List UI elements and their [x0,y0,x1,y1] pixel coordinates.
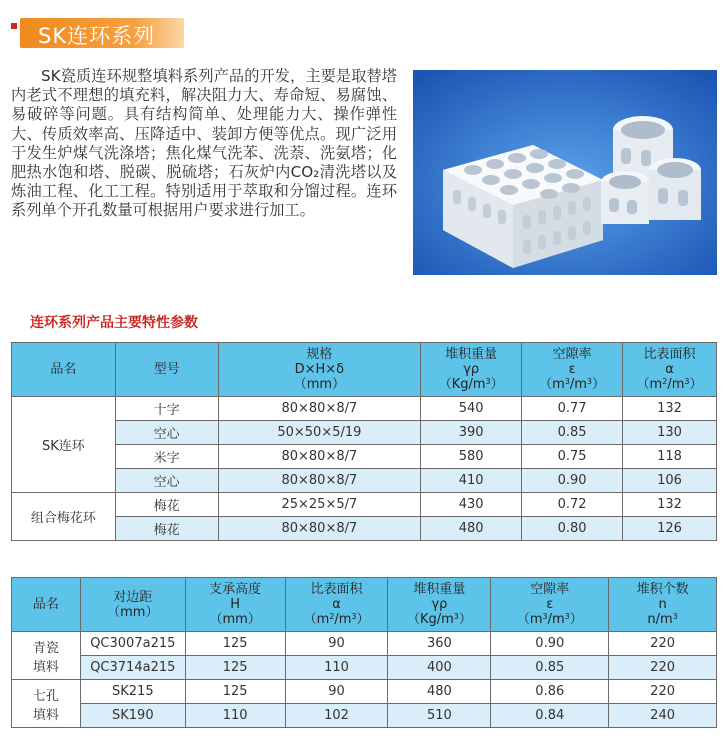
product-group-name: 组合梅花环 [12,493,116,541]
table-row [12,445,717,469]
table-cell: 220 [609,656,717,680]
product-group-name: SK连环 [12,397,116,493]
table-cell: 580 [421,445,522,469]
table-row [12,517,717,541]
table-cell: 80×80×8/7 [218,517,421,541]
table-header-row [12,343,717,397]
table-header-row [12,578,717,632]
table-cell: 0.72 [522,493,623,517]
sk-ring-spec-table [11,342,717,541]
table-cell: 540 [421,397,522,421]
column-header: 比表面积 α $(m^2/m^3)$ [285,578,388,632]
table-cell: 0.90 [491,632,609,656]
column-header: 品名 [12,343,116,397]
table-cell: 480 [421,517,522,541]
table-cell: 430 [421,493,522,517]
page-title: SK连环系列 [38,24,156,48]
table-cell: 110 [185,704,285,728]
intro-paragraph: SK瓷质连环规整填料系列产品的开发，主要是取替塔内老式不理想的填充料，解决阻力大、寿命短、易腐蚀、易破碎等问题。具有结构简单、处理能力大、操作弹性大、传质效率高、压降适中、装卸方便等优点。现广泛用于发生炉煤气洗涤塔；焦化煤气洗苯、洗萘、洗氨塔；化肥热水饱和塔、脱碳、脱硫塔；石灰炉内CO₂清洗塔以及炼油工程、化工工程。特别适用于萃取和分馏过程。连环系列单个开孔数量可根据用户要求进行加工。 [11,67,397,220]
product-group-name: 青瓷 填料 [12,632,81,680]
table-cell: 125 [185,656,285,680]
table-cell: 梅花 [115,517,218,541]
column-header: 规格 D×H×δ （mm） [218,343,421,397]
table-cell: 130 [623,421,717,445]
table-cell: 220 [609,632,717,656]
table-cell: 110 [285,656,388,680]
table-row [12,680,717,704]
table-cell: 25×25×5/7 [218,493,421,517]
table-cell: 240 [609,704,717,728]
table-cell: 80×80×8/7 [218,445,421,469]
table-cell: QC3007a215 [80,632,185,656]
column-header: 对边距 （mm） [80,578,185,632]
table-cell: 十字 [115,397,218,421]
product-group-name: 七孔 填料 [12,680,81,728]
table-cell: 220 [609,680,717,704]
table-cell: QC3714a215 [80,656,185,680]
red-bullet [11,23,17,29]
column-header: 空隙率 ε $(m^3/m^3)$ [491,578,609,632]
table-cell: 0.90 [522,469,623,493]
table-cell: 米字 [115,445,218,469]
table-cell: 0.84 [491,704,609,728]
table-cell: 132 [623,397,717,421]
table-cell: 0.77 [522,397,623,421]
table-cell: 梅花 [115,493,218,517]
table-cell: 80×80×8/7 [218,397,421,421]
title-banner [20,18,184,48]
table-cell: 空心 [115,421,218,445]
table-row [12,397,717,421]
table-cell: 132 [623,493,717,517]
column-header: 堆积重量 γρ $(Kg/m^3)$ [388,578,491,632]
column-header: 空隙率 ε $(m^3/m^3)$ [522,343,623,397]
table-cell: 125 [185,632,285,656]
table-cell: SK190 [80,704,185,728]
honeycomb-spec-table [11,577,717,728]
table-cell: 0.75 [522,445,623,469]
table-cell: 0.85 [522,421,623,445]
table-row [12,469,717,493]
product-photo [413,70,717,275]
table-cell: 480 [388,680,491,704]
column-header: 品名 [12,578,81,632]
table-cell: 125 [185,680,285,704]
table-cell: 50×50×5/19 [218,421,421,445]
table-cell: 80×80×8/7 [218,469,421,493]
table-row [12,704,717,728]
ceramic-rings-image [413,70,717,275]
table-cell: 410 [421,469,522,493]
table-cell: 126 [623,517,717,541]
column-header: 比表面积 α $(m^2/m^3)$ [623,343,717,397]
table-cell: 390 [421,421,522,445]
table-row [12,493,717,517]
table-cell: 400 [388,656,491,680]
table-cell: 空心 [115,469,218,493]
table-row [12,421,717,445]
table-cell: SK215 [80,680,185,704]
table-cell: 102 [285,704,388,728]
table-cell: 106 [623,469,717,493]
section-title: 连环系列产品主要特性参数 [30,315,198,331]
column-header: 堆积个数 n $n/m^3$ [609,578,717,632]
column-header: 支承高度 H （mm） [185,578,285,632]
table-cell: 510 [388,704,491,728]
table-cell: 90 [285,632,388,656]
section-header [11,18,178,48]
table-cell: 0.85 [491,656,609,680]
table-cell: 360 [388,632,491,656]
column-header: 堆积重量 γρ $(Kg/m^3)$ [421,343,522,397]
table-cell: 118 [623,445,717,469]
table-cell: 0.80 [522,517,623,541]
table-cell: 0.86 [491,680,609,704]
column-header: 型号 [115,343,218,397]
table-cell: 90 [285,680,388,704]
table-row [12,656,717,680]
table-row [12,632,717,656]
